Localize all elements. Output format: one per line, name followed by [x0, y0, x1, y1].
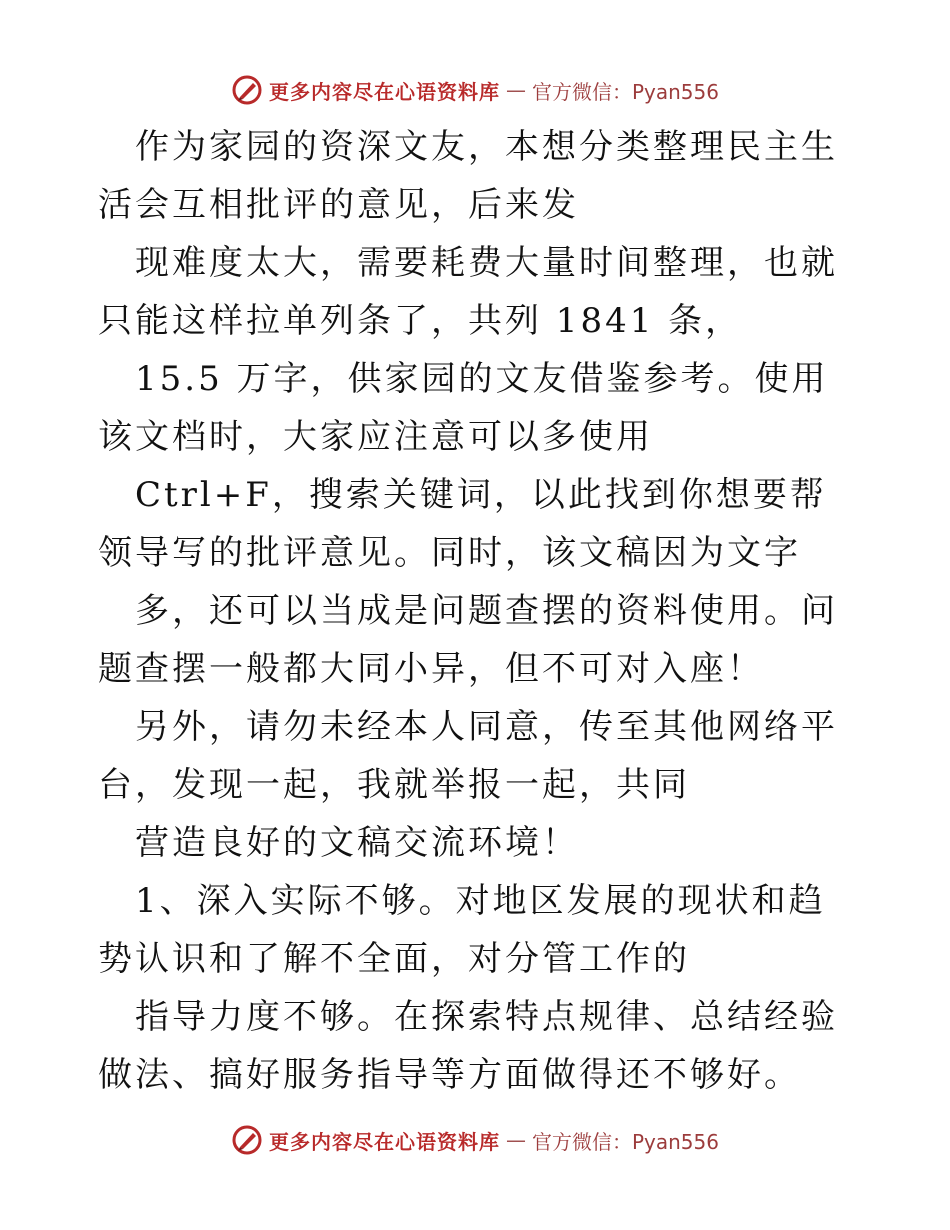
- paragraph: 1、深入实际不够。对地区发展的现状和趋势认识和了解不全面，对分管工作的: [98, 881, 826, 979]
- separator-dash: —: [505, 1128, 526, 1152]
- contact-info: 官方微信：Pyan556: [531, 1129, 719, 1154]
- paragraph: 另外，请勿未经本人同意，传至其他网络平台，发现一起，我就举报一起，共同: [98, 707, 838, 805]
- pen-logo-icon: [231, 1124, 263, 1156]
- paragraph: 现难度太大，需要耗费大量时间整理，也就只能这样拉单列条了，共列 1841 条，: [98, 243, 838, 341]
- paragraph: 作为家园的资深文友，本想分类整理民主生活会互相批评的意见，后来发: [98, 127, 838, 225]
- header-watermark: [0, 70, 950, 110]
- footer-watermark: [0, 1120, 950, 1160]
- paragraph: 指导力度不够。在探索特点规律、总结经验做法、搞好服务指导等方面做得还不够好。: [98, 997, 838, 1095]
- pen-logo-icon: [231, 74, 263, 106]
- paragraph: Ctrl+F，搜索关键词，以此找到你想要帮领导写的批评意见。同时，该文稿因为文字: [98, 475, 827, 573]
- site-name: 更多内容尽在心语资料库: [268, 79, 500, 104]
- paragraph: 多，还可以当成是问题查摆的资料使用。问题查摆一般都大同小异，但不可对入座！: [98, 591, 838, 689]
- site-name: 更多内容尽在心语资料库: [268, 1129, 500, 1154]
- separator-dash: —: [505, 78, 526, 102]
- paragraph: 营造良好的文稿交流环境！: [135, 823, 579, 863]
- paragraph: 15.5 万字，供家园的文友借鉴参考。使用该文档时，大家应注意可以多使用: [98, 359, 829, 457]
- contact-info: 官方微信：Pyan556: [531, 79, 719, 104]
- document-body: [98, 118, 858, 1104]
